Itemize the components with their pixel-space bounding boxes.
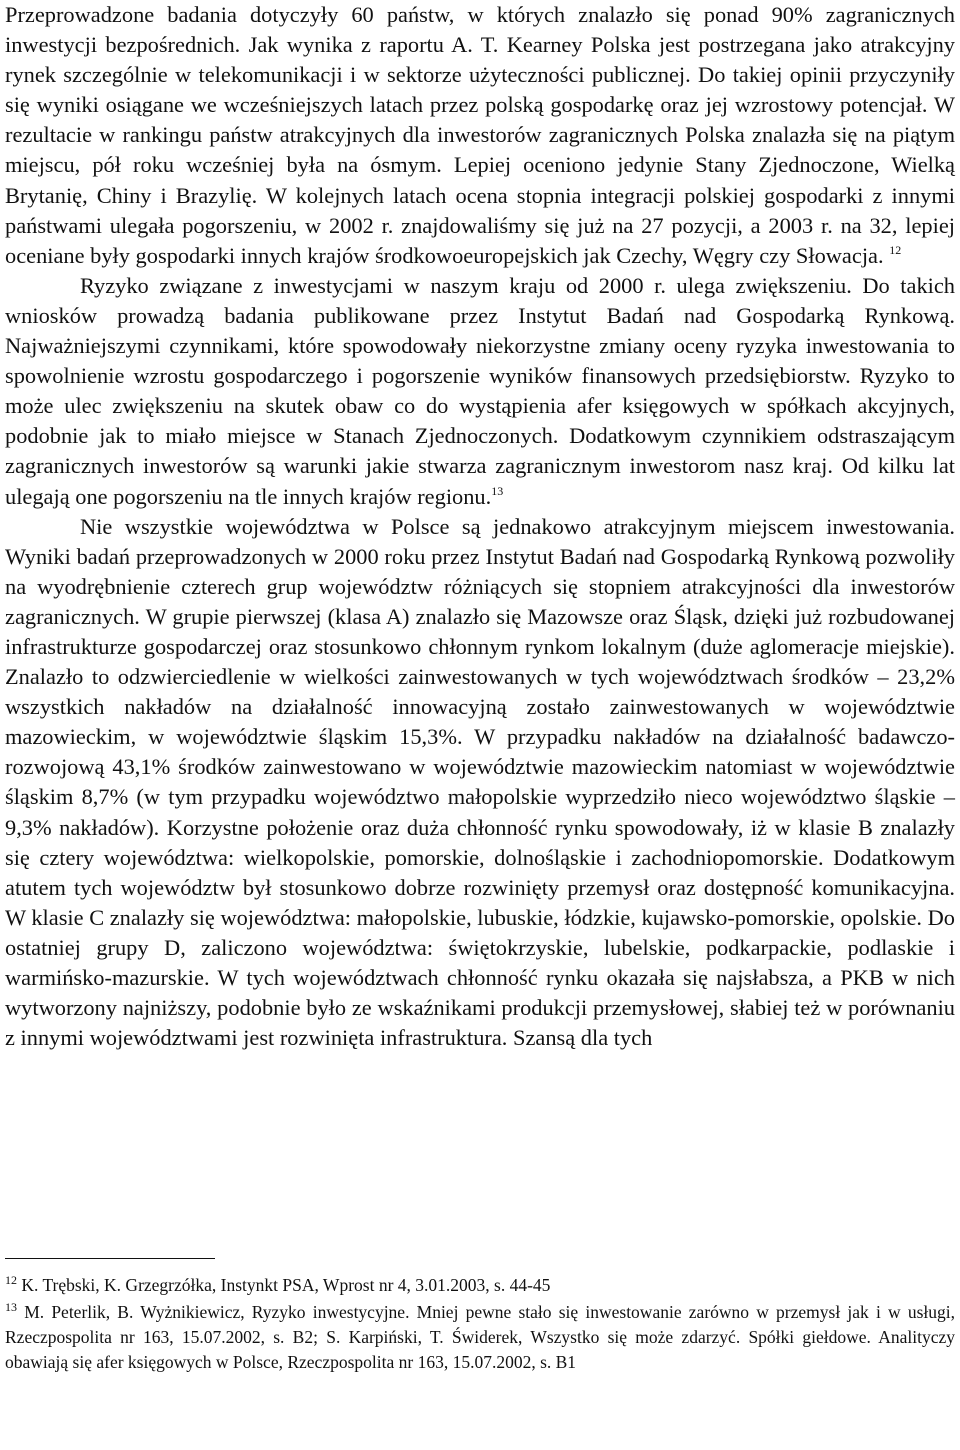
paragraph-3-text: Nie wszystkie województwa w Polsce są jednakowo atrakcyjnym miejscem inwestowania. Wyniki badań przeprowadzonych w 2000 roku przez Instytut Badań nad Gospodarką Rynkową pozwoliły na wyodrębnienie czterech grup województw różniących się stopniem atrakcyjności dla inwestorów zagranicznych. W grupie pierwszej (klasa A) znalazło się Mazowsze oraz Śląsk, dzięki już rozbudowanej infrastrukturze gospodarczej oraz stosunkowo chłonnym rynkom lokalnym (duże aglomeracje miejskie). Znalazło to odzwierciedlenie w wielkości zainwestowanych w tych województwach środków – 23,2% wszystkich nakładów na działalność innowacyjną zostało zainwestowanych w województwie mazowieckim, w województwie śląskim 15,3%. W przypadku nakładów na działalność badawczo-rozwojową 43,1% środków zainwestowano w województwie mazowieckim natomiast w województwie śląskim 8,7% (w tym przypadku województwo małopolskie wyprzedziło nieco województwo śląskie – 9,3% nakładów). Korzystne położenie oraz duża chłonność rynku spowodowały, iż w klasie B znalazły się cztery województwa: wielkopolskie, pomorskie, dolnośląskie i zachodniopomorskie. Dodatkowym atutem tych województw był stosunkowo dobrze rozwinięty przemysł oraz dostępność komunikacyjna. W klasie C znalazły się województwa: małopolskie, lubuskie, łódzkie, kujawsko-pomorskie, opolskie. Do ostatniej grupy D, zaliczono województwa: świętokrzyskie, lubelskie, podkarpackie, podlaskie i warmińsko-mazurskie. W tych województwach chłonność rynku okazała się najsłabsza, a PKB w nich wytworzony najniższy, podobnie było ze wskaźnikami produkcji przemysłowej, słabiej też w porównaniu z innymi województwami jest rozwinięta infrastruktura. Szansą dla tych	[5, 513, 955, 1051]
paragraph-3	[5, 512, 955, 1054]
document-body	[5, 0, 955, 1053]
paragraph-1-text: Przeprowadzone badania dotyczyły 60 państw, w których znalazło się ponad 90% zagranicznych inwestycji bezpośrednich. Jak wynika z raportu A. T. Kearney Polska jest postrzegana jako atrakcyjny rynek szczególnie w telekomunikacji i w sektorze użyteczności publicznej. Do takiej opinii przyczyniły się wyniki osiągane we wcześniejszych latach przez polską gospodarkę oraz jej wzrostowy potencjał. W rezultacie w rankingu państw atrakcyjnych dla inwestorów zagranicznych Polska znalazła się na piątym miejscu, pół roku wcześniej była na ósmym. Lepiej oceniono jedynie Stany Zjednoczone, Wielką Brytanię, Chiny i Brazylię. W kolejnych latach ocena stopnia integracji polskiej gospodarki z innymi państwami ulegała pogorszeniu, w 2002 r. znajdowaliśmy się już na 27 pozycji, a 2003 r. na 32, lepiej oceniane były gospodarki innych krajów środkowoeuropejskich jak Czechy, Węgry czy Słowacja.	[5, 2, 955, 268]
footnote-12	[5, 1273, 955, 1298]
paragraph-2	[5, 271, 955, 512]
footnote-ref-13: 13	[491, 483, 504, 498]
footnote-text: M. Peterlik, B. Wyżnikiewicz, Ryzyko inwestycyjne. Mniej pewne stało się inwestowanie zarówno w przemysł jak i w usługi, Rzeczpospolita nr 163, 15.07.2002, s. B2; S. Karpiński, T. Świderek, Wszystko się może zdarzyć. Spółki giełdowe. Analityczy obawiają się afer księgowych w Polsce, Rzeczpospolita nr 163, 15.07.2002, s. B1	[5, 1302, 955, 1372]
footnote-text: K. Trębski, K. Grzegrzółka, Instynkt PSA, Wprost nr 4, 3.01.2003, s. 44-45	[17, 1275, 551, 1295]
footnotes	[5, 1258, 955, 1377]
footnote-separator	[5, 1258, 215, 1259]
footnote-number: 12	[5, 1273, 17, 1287]
footnote-number: 13	[5, 1300, 17, 1314]
paragraph-2-text: Ryzyko związane z inwestycjami w naszym kraju od 2000 r. ulega zwiększeniu. Do takich wniosków prowadzą badania publikowane przez Instytut Badań nad Gospodarką Rynkową. Najważniejszymi czynnikami, które spowodowały niekorzystne zmiany oceny ryzyka inwestowania to spowolnienie wzrostu gospodarczego i pogorszenie wyników finansowych przedsiębiorstw. Ryzyko to może ulec zwiększeniu na skutek obaw co do wystąpienia afer księgowych w spółkach akcyjnych, podobnie jak to miało miejsce w Stanach Zjednoczonych. Dodatkowym czynnikiem odstraszającym zagranicznych inwestorów są warunki jakie stwarza zagranicznym inwestorom nasz kraj. Od kilku lat ulegają one pogorszeniu na tle innych krajów regionu.	[5, 272, 955, 509]
footnote-ref-12: 12	[889, 242, 902, 257]
footnote-13	[5, 1300, 955, 1375]
paragraph-1	[5, 0, 955, 271]
